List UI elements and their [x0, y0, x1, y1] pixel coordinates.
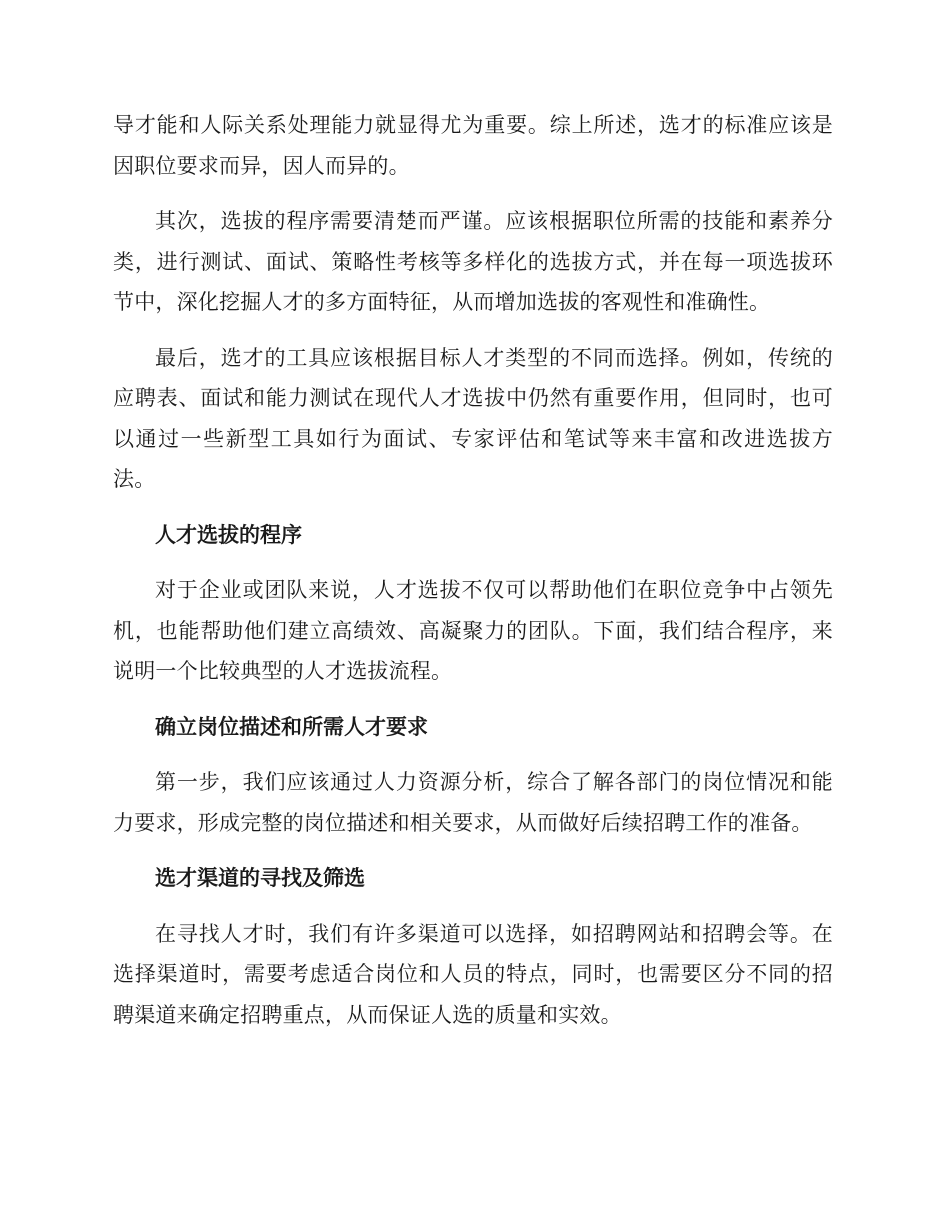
- paragraph-process-intro: 对于企业或团队来说，人才选拔不仅可以帮助他们在职位竞争中占领先机，也能帮助他们建立高绩效、高凝聚力的团队。下面，我们结合程序，来说明一个比较典型的人才选拔流程。: [113, 578, 833, 683]
- paragraph-selection-procedure: 其次，选拔的程序需要清楚而严谨。应该根据职位所需的技能和素养分类，进行测试、面试、策略性考核等多样化的选拔方式，并在每一项选拔环节中，深化挖掘人才的多方面特征，从而增加选拔的客观性和准确性。: [113, 209, 833, 314]
- section-heading-channels: 选才渠道的寻找及筛选: [155, 866, 365, 890]
- paragraph-selection-tools: 最后，选才的工具应该根据目标人才类型的不同而选择。例如，传统的应聘表、面试和能力测试在现代人才选拔中仍然有重要作用，但同时，也可以通过一些新型工具如行为面试、专家评估和笔试等来丰富和改进选拔方法。: [113, 345, 833, 491]
- document-body: [113, 105, 833, 1050]
- paragraph-selection-standard-conclusion: 导才能和人际关系处理能力就显得尤为重要。综上所述，选才的标准应该是因职位要求而异，因人而异的。: [113, 113, 833, 178]
- section-heading-selection-process: 人才选拔的程序: [155, 522, 302, 547]
- paragraph-job-description: 第一步，我们应该通过人力资源分析，综合了解各部门的岗位情况和能力要求，形成完整的岗位描述和相关要求，从而做好后续招聘工作的准备。: [113, 770, 833, 835]
- section-heading-job-description: 确立岗位描述和所需人才要求: [155, 714, 428, 739]
- paragraph-channels: 在寻找人才时，我们有许多渠道可以选择，如招聘网站和招聘会等。在选择渠道时，需要考虑适合岗位和人员的特点，同时，也需要区分不同的招聘渠道来确定招聘重点，从而保证人选的质量和实效。: [113, 921, 833, 1027]
